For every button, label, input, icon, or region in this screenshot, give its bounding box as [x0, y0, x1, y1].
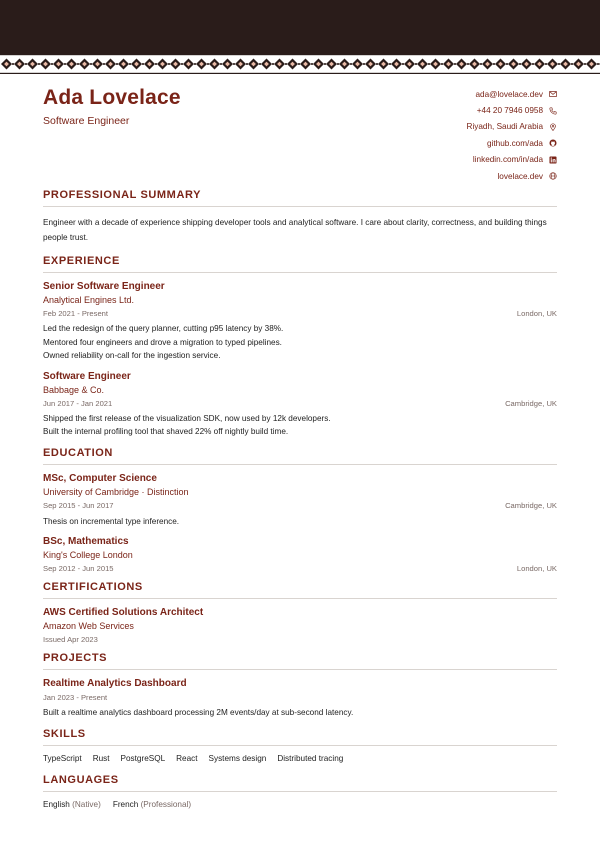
github-icon [549, 139, 557, 147]
entry-dates: Issued Apr 2023 [43, 635, 98, 644]
skills-heading: SKILLS [43, 728, 557, 746]
skills-section [43, 728, 557, 763]
entry-meta [43, 309, 557, 318]
entry-dates: Sep 2012 - Jun 2015 [43, 564, 114, 573]
entry-bullets [43, 706, 557, 720]
phone-icon [549, 107, 557, 115]
skill-item: PostgreSQL [120, 753, 166, 763]
experience-entry [43, 281, 557, 363]
entry-title: Realtime Analytics Dashboard [43, 678, 187, 689]
entry-organization: Babbage & Co. [43, 384, 105, 395]
entry-organization: King's College London [43, 550, 133, 560]
resume-page [43, 84, 557, 809]
person-name: Ada Lovelace [43, 86, 181, 109]
decorative-border-pattern [0, 54, 600, 74]
languages-section [43, 774, 557, 809]
contact-list [467, 86, 557, 184]
experience-entry [43, 371, 557, 439]
education-section [43, 447, 557, 574]
summary-heading: PROFESSIONAL SUMMARY [43, 189, 557, 207]
contact-location-text: Riyadh, Saudi Arabia [466, 122, 543, 132]
entry-title: Software Engineer [43, 370, 131, 382]
education-heading: EDUCATION [43, 447, 557, 465]
certifications-section [43, 581, 557, 644]
bullet-item: Owned reliability on-call for the ingestion service. [43, 351, 221, 360]
certifications-heading: CERTIFICATIONS [43, 581, 557, 599]
entry-meta [43, 399, 557, 408]
entry-dates: Jan 2023 - Present [43, 693, 108, 702]
globe-icon [549, 172, 557, 180]
entry-meta [43, 693, 557, 702]
entry-dates: Jun 2017 - Jan 2021 [43, 398, 113, 408]
language-item [43, 800, 101, 809]
job-title: Software Engineer [43, 115, 130, 127]
linkedin-icon [549, 156, 557, 164]
entry-meta [43, 564, 557, 573]
contact-github-text: github.com/ada [487, 138, 543, 148]
contact-website-text: lovelace.dev [497, 171, 543, 181]
education-entry [43, 536, 557, 573]
contact-email-text: ada@lovelace.dev [475, 89, 543, 99]
contact-github[interactable] [467, 135, 557, 151]
bullet-item: Mentored four engineers and drove a migration to typed pipelines. [43, 337, 282, 347]
entry-title: BSc, Mathematics [43, 536, 129, 547]
entry-note: Built a realtime analytics dashboard processing 2M events/day at sub-second latency. [43, 708, 354, 717]
education-entry [43, 473, 557, 529]
languages-list [43, 800, 557, 809]
projects-section [43, 652, 557, 720]
header-band [0, 0, 600, 54]
entry-location: London, UK [516, 564, 557, 573]
projects-heading: PROJECTS [43, 652, 557, 670]
entry-note: Thesis on incremental type inference. [43, 516, 180, 526]
entry-location: Cambridge, UK [505, 500, 557, 510]
entry-meta [43, 501, 557, 510]
certification-entry [43, 607, 557, 644]
contact-email[interactable] [467, 86, 557, 102]
language-name: English [43, 799, 70, 809]
summary-section [43, 189, 557, 245]
entry-meta [43, 635, 557, 644]
contact-linkedin-text: linkedin.com/in/ada [472, 155, 543, 165]
bullet-item: Led the redesign of the query planner, cutting p95 latency by 38%. [43, 324, 284, 333]
experience-heading: EXPERIENCE [43, 255, 557, 273]
skill-item: Rust [92, 753, 110, 763]
entry-organization: Analytical Engines Ltd. [43, 295, 135, 305]
skill-item: Systems design [208, 753, 267, 763]
summary-text: Engineer with a decade of experience shipping developer tools and analytical software. I care about clarity, correctness, and building things people trust. [43, 218, 547, 242]
entry-title: MSc, Computer Science [43, 472, 157, 484]
language-name: French [112, 799, 139, 809]
skill-item: React [176, 753, 198, 763]
skill-item: TypeScript [43, 753, 82, 763]
contact-location [467, 119, 557, 135]
bullet-item: Built the internal profiling tool that shaved 22% off nightly build time. [43, 427, 289, 436]
language-level: (Professional) [140, 799, 192, 809]
contact-phone-text: +44 20 7946 0958 [476, 106, 543, 116]
contact-website[interactable] [467, 168, 557, 184]
skills-list [43, 754, 557, 763]
entry-bullets [43, 515, 557, 529]
experience-section [43, 255, 557, 439]
bullet-item: Shipped the first release of the visualization SDK, now used by 12k developers. [43, 413, 331, 423]
contact-phone[interactable] [467, 102, 557, 118]
entry-dates: Sep 2015 - Jun 2017 [43, 500, 114, 510]
contact-linkedin[interactable] [467, 152, 557, 168]
language-item [113, 800, 191, 809]
skill-item: Distributed tracing [277, 753, 344, 763]
entry-title: Senior Software Engineer [43, 281, 165, 292]
entry-organization: Amazon Web Services [43, 621, 134, 631]
entry-organization: University of Cambridge · Distinction [43, 486, 189, 497]
entry-bullets [43, 322, 557, 363]
entry-location: Cambridge, UK [505, 398, 557, 408]
entry-title: AWS Certified Solutions Architect [43, 607, 204, 618]
project-entry [43, 678, 557, 720]
entry-location: London, UK [516, 309, 557, 318]
language-level: (Native) [72, 799, 101, 809]
languages-heading: LANGUAGES [43, 774, 557, 792]
mail-icon [549, 90, 557, 98]
entry-dates: Feb 2021 - Present [43, 309, 109, 318]
entry-bullets [43, 412, 557, 439]
resume-header [43, 86, 557, 186]
location-icon [549, 123, 557, 131]
